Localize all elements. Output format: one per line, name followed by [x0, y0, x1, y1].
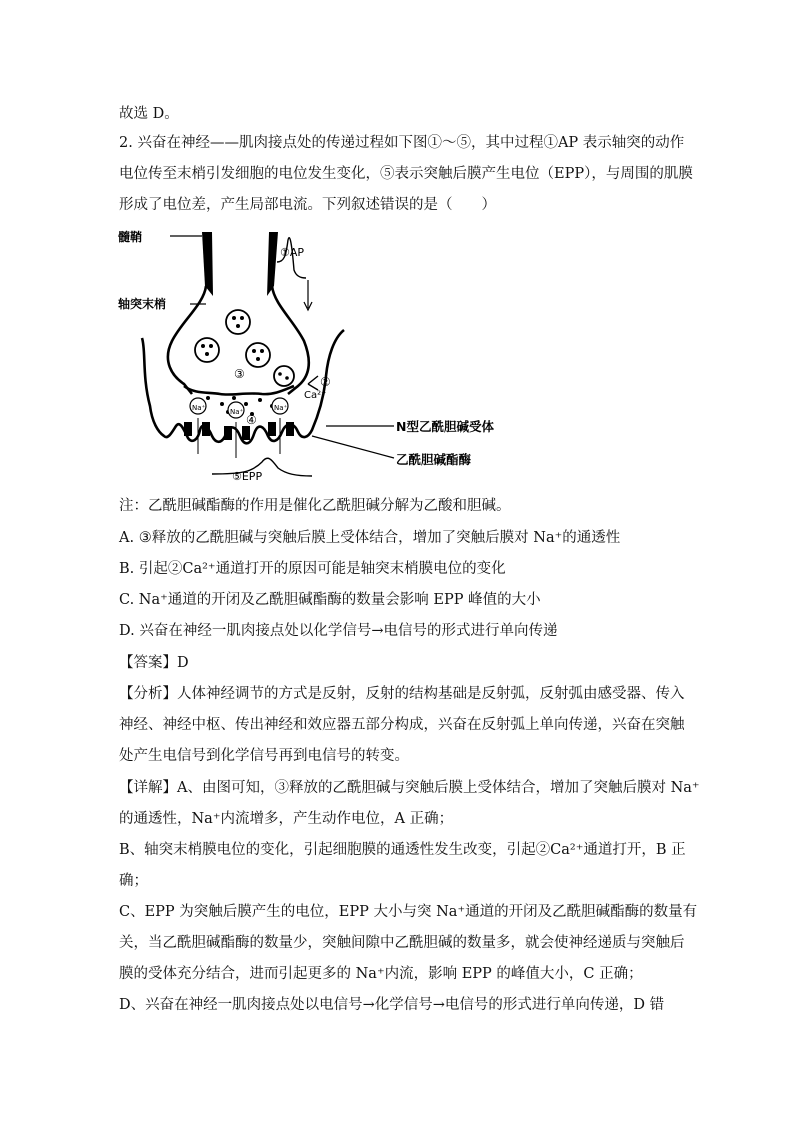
calcium-arrows [308, 376, 318, 390]
neuromuscular-junction-diagram [112, 226, 512, 488]
enzyme-leader [312, 436, 394, 458]
previous-answer-line: 故选 D。 [119, 106, 179, 122]
option-d: D. 兴奋在神经一肌肉接点处以化学信号→电信号的形式进行单向传递 [119, 623, 558, 639]
detail-line-3: B、轴突末梢膜电位的变化，引起细胞膜的通透性发生改变，引起②Ca²⁺通道打开，B 正 [119, 842, 686, 858]
detail-line-1: 【详解】A、由图可知，③释放的乙酰胆碱与突触后膜上受体结合，增加了突触后膜对 Na⁺ [119, 780, 700, 796]
label-ap: ①AP [280, 246, 305, 259]
detail-line-4: 确； [119, 873, 148, 889]
label-step-5: ⑤EPP [232, 470, 263, 483]
answer: 【答案】D [119, 655, 189, 671]
detail-line-7: 膜的受体充分结合，进而引起更多的 Na⁺内流，影响 EPP 的峰值大小，C 正确； [119, 966, 643, 982]
analysis-line-1: 【分析】人体神经调节的方式是反射，反射的结构基础是反射弧，反射弧由感受器、传入 [119, 686, 685, 702]
label-sodium-1: Na⁺ [192, 404, 206, 412]
option-a: A. ③释放的乙酰胆碱与突触后膜上受体结合，增加了突触后膜对 Na⁺的通透性 [119, 530, 621, 546]
detail-line-8: D、兴奋在神经一肌肉接点处以电信号→化学信号→电信号的形式进行单向传递，D 错 [119, 997, 665, 1013]
label-n-receptor: N型乙酰胆碱受体 [396, 419, 494, 434]
detail-line-2: 的通透性，Na⁺内流增多，产生动作电位，A 正确； [119, 811, 454, 827]
label-sodium-3: Na⁺ [274, 404, 288, 412]
question-stem-line-2: 电位传至末梢引发细胞的电位发生变化，⑤表示突触后膜产生电位（EPP），与周围的肌膜 [119, 166, 693, 182]
analysis-line-2: 神经、神经中枢、传出神经和效应器五部分构成，兴奋在反射弧上单向传递，兴奋在突触 [119, 717, 685, 733]
presynaptic-membrane [184, 386, 294, 395]
label-sodium-2: Na⁺ [230, 408, 244, 416]
label-enzyme: 乙酰胆碱酯酶 [396, 452, 472, 467]
label-step-2: ② [320, 375, 331, 389]
question-stem-line-1: 2. 兴奋在神经——肌肉接点处的传递过程如下图①～⑤，其中过程①AP 表示轴突的动作 [119, 135, 685, 151]
detail-line-6: 关，当乙酰胆碱酯酶的数量少，突触间隙中乙酰胆碱的数量多，就会使神经递质与突触后 [119, 935, 685, 951]
label-step-4: ④ [246, 413, 257, 427]
label-calcium: Ca²⁺ [304, 390, 327, 401]
question-stem-line-3: 形成了电位差，产生局部电流。下列叙述错误的是（ ） [119, 197, 496, 213]
myelin-left [202, 232, 213, 296]
label-myelin: 髓鞘 [118, 230, 143, 244]
label-axon-terminal: 轴突末梢 [118, 297, 167, 311]
option-c: C. Na⁺通道的开闭及乙酰胆碱酯酶的数量会影响 EPP 峰值的大小 [119, 592, 541, 608]
detail-line-5: C、EPP 为突触后膜产生的电位，EPP 大小与突 Na⁺通道的开闭及乙酰胆碱酯酶的数量有 [119, 904, 698, 920]
analysis-line-3: 处产生电信号到化学信号再到电信号的转变。 [119, 748, 409, 764]
option-b: B. 引起②Ca²⁺通道打开的原因可能是轴突末梢膜电位的变化 [119, 561, 506, 577]
label-step-3: ③ [234, 367, 245, 381]
axon-terminal-right [272, 286, 309, 394]
figure-note: 注：乙酰胆碱酯酶的作用是催化乙酰胆碱分解为乙酸和胆碱。 [119, 498, 511, 514]
